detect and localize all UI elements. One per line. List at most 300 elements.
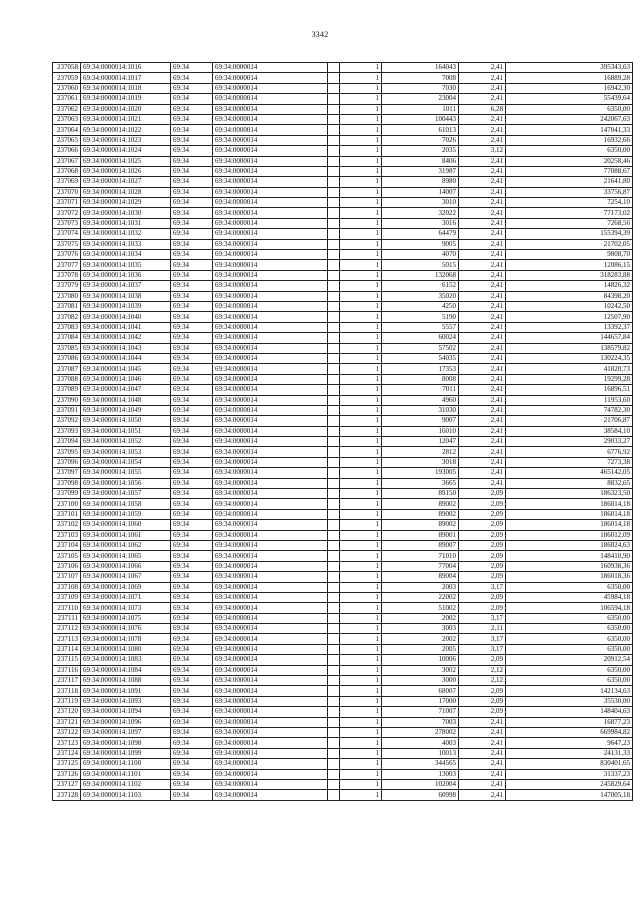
area-cell: 2035 [382, 146, 459, 156]
count-cell: 1 [340, 603, 382, 613]
rate-cell: 3,12 [459, 146, 506, 156]
table-row [53, 769, 633, 779]
cadastral-number-cell: 69:34:0000014:1057 [81, 489, 171, 499]
quarter-number-cell: 69:34:0000014 [213, 489, 328, 499]
cadastral-number-cell: 69:34:0000014:1024 [81, 146, 171, 156]
blank-cell [328, 198, 340, 208]
area-cell: 89150 [382, 489, 459, 499]
area-cell: 13003 [382, 769, 459, 779]
rate-cell: 2,09 [459, 520, 506, 530]
row-number-cell: 237095 [53, 447, 81, 457]
district-code-cell: 69:34 [171, 312, 213, 322]
quarter-number-cell: 69:34:0000014 [213, 520, 328, 530]
table-row [53, 738, 633, 748]
table-row [53, 177, 633, 187]
quarter-number-cell: 69:34:0000014 [213, 416, 328, 426]
quarter-number-cell: 69:34:0000014 [213, 333, 328, 343]
area-cell: 10006 [382, 655, 459, 665]
cadastral-value-cell: 31337,23 [506, 769, 633, 779]
row-number-cell: 237063 [53, 114, 81, 124]
district-code-cell: 69:34 [171, 260, 213, 270]
area-cell: 5015 [382, 260, 459, 270]
row-number-cell: 237098 [53, 478, 81, 488]
count-cell: 1 [340, 385, 382, 395]
quarter-number-cell: 69:34:0000014 [213, 603, 328, 613]
table-row [53, 728, 633, 738]
district-code-cell: 69:34 [171, 499, 213, 509]
district-code-cell: 69:34 [171, 385, 213, 395]
cadastral-value-cell: 669984,82 [506, 728, 633, 738]
cadastral-value-cell: 147005,18 [506, 790, 633, 800]
area-cell: 32022 [382, 208, 459, 218]
count-cell: 1 [340, 447, 382, 457]
table-row [53, 208, 633, 218]
blank-cell [328, 489, 340, 499]
row-number-cell: 237075 [53, 239, 81, 249]
table-row [53, 748, 633, 758]
count-cell: 1 [340, 437, 382, 447]
table-row [53, 301, 633, 311]
district-code-cell: 69:34 [171, 114, 213, 124]
count-cell: 1 [340, 582, 382, 592]
blank-cell [328, 644, 340, 654]
rate-cell: 2,41 [459, 312, 506, 322]
quarter-number-cell: 69:34:0000014 [213, 291, 328, 301]
count-cell: 1 [340, 166, 382, 176]
row-number-cell: 237112 [53, 624, 81, 634]
count-cell: 1 [340, 73, 382, 83]
table-row [53, 717, 633, 727]
count-cell: 1 [340, 696, 382, 706]
area-cell: 89001 [382, 530, 459, 540]
count-cell: 1 [340, 301, 382, 311]
row-number-cell: 237121 [53, 717, 81, 727]
blank-cell [328, 676, 340, 686]
rate-cell: 2,41 [459, 270, 506, 280]
row-number-cell: 237094 [53, 437, 81, 447]
cadastral-number-cell: 69:34:0000014:1096 [81, 717, 171, 727]
cadastral-value-cell: 186014,18 [506, 509, 633, 519]
cadastral-number-cell: 69:34:0000014:1066 [81, 561, 171, 571]
land-register-table [52, 62, 633, 801]
district-code-cell: 69:34 [171, 572, 213, 582]
blank-cell [328, 738, 340, 748]
row-number-cell: 237118 [53, 686, 81, 696]
rate-cell: 2,09 [459, 686, 506, 696]
rate-cell: 3,17 [459, 644, 506, 654]
district-code-cell: 69:34 [171, 489, 213, 499]
table-row [53, 644, 633, 654]
blank-cell [328, 582, 340, 592]
district-code-cell: 69:34 [171, 218, 213, 228]
cadastral-value-cell: 10242,50 [506, 301, 633, 311]
cadastral-value-cell: 35530,00 [506, 696, 633, 706]
table-row [53, 447, 633, 457]
blank-cell [328, 291, 340, 301]
district-code-cell: 69:34 [171, 63, 213, 73]
rate-cell: 3,17 [459, 582, 506, 592]
area-cell: 14007 [382, 187, 459, 197]
table-row [53, 707, 633, 717]
row-number-cell: 237081 [53, 301, 81, 311]
cadastral-number-cell: 69:34:0000014:1076 [81, 624, 171, 634]
count-cell: 1 [340, 125, 382, 135]
cadastral-value-cell: 20912,54 [506, 655, 633, 665]
table-row [53, 353, 633, 363]
count-cell: 1 [340, 530, 382, 540]
rate-cell: 2,41 [459, 156, 506, 166]
count-cell: 1 [340, 676, 382, 686]
row-number-cell: 237058 [53, 63, 81, 73]
rate-cell: 2,41 [459, 405, 506, 415]
quarter-number-cell: 69:34:0000014 [213, 728, 328, 738]
row-number-cell: 237074 [53, 229, 81, 239]
table-row [53, 686, 633, 696]
count-cell: 1 [340, 281, 382, 291]
blank-cell [328, 468, 340, 478]
quarter-number-cell: 69:34:0000014 [213, 748, 328, 758]
blank-cell [328, 156, 340, 166]
district-code-cell: 69:34 [171, 624, 213, 634]
rate-cell: 2,41 [459, 790, 506, 800]
rate-cell: 2,41 [459, 385, 506, 395]
rate-cell: 2,41 [459, 738, 506, 748]
district-code-cell: 69:34 [171, 104, 213, 114]
quarter-number-cell: 69:34:0000014 [213, 561, 328, 571]
blank-cell [328, 520, 340, 530]
table-row [53, 509, 633, 519]
quarter-number-cell: 69:34:0000014 [213, 198, 328, 208]
row-number-cell: 237124 [53, 748, 81, 758]
page-number: 3342 [311, 30, 329, 39]
table-row [53, 457, 633, 467]
cadastral-number-cell: 69:34:0000014:1030 [81, 208, 171, 218]
count-cell: 1 [340, 156, 382, 166]
blank-cell [328, 135, 340, 145]
row-number-cell: 237065 [53, 135, 81, 145]
blank-cell [328, 572, 340, 582]
quarter-number-cell: 69:34:0000014 [213, 676, 328, 686]
table-row [53, 592, 633, 602]
cadastral-value-cell: 16877,23 [506, 717, 633, 727]
cadastral-value-cell: 6350,00 [506, 644, 633, 654]
district-code-cell: 69:34 [171, 696, 213, 706]
rate-cell: 3,17 [459, 634, 506, 644]
table-row [53, 655, 633, 665]
table-row [53, 135, 633, 145]
district-code-cell: 69:34 [171, 83, 213, 93]
cadastral-value-cell: 6776,92 [506, 447, 633, 457]
table-row [53, 250, 633, 260]
cadastral-value-cell: 7273,38 [506, 457, 633, 467]
cadastral-number-cell: 69:34:0000014:1069 [81, 582, 171, 592]
area-cell: 5557 [382, 322, 459, 332]
count-cell: 1 [340, 83, 382, 93]
table-row [53, 343, 633, 353]
quarter-number-cell: 69:34:0000014 [213, 665, 328, 675]
rate-cell: 2,12 [459, 676, 506, 686]
cadastral-value-cell: 16896,51 [506, 385, 633, 395]
blank-cell [328, 364, 340, 374]
rate-cell: 2,41 [459, 364, 506, 374]
cadastral-number-cell: 69:34:0000014:1080 [81, 644, 171, 654]
rate-cell: 2,41 [459, 748, 506, 758]
cadastral-value-cell: 16932,66 [506, 135, 633, 145]
table-row [53, 540, 633, 550]
blank-cell [328, 613, 340, 623]
row-number-cell: 237077 [53, 260, 81, 270]
row-number-cell: 237120 [53, 707, 81, 717]
row-number-cell: 237085 [53, 343, 81, 353]
rate-cell: 2,41 [459, 114, 506, 124]
area-cell: 2005 [382, 644, 459, 654]
area-cell: 7030 [382, 83, 459, 93]
cadastral-number-cell: 69:34:0000014:1060 [81, 520, 171, 530]
cadastral-number-cell: 69:34:0000014:1100 [81, 759, 171, 769]
cadastral-number-cell: 69:34:0000014:1047 [81, 385, 171, 395]
quarter-number-cell: 69:34:0000014 [213, 312, 328, 322]
count-cell: 1 [340, 395, 382, 405]
count-cell: 1 [340, 177, 382, 187]
cadastral-number-cell: 69:34:0000014:1099 [81, 748, 171, 758]
count-cell: 1 [340, 499, 382, 509]
rate-cell: 2,41 [459, 198, 506, 208]
district-code-cell: 69:34 [171, 156, 213, 166]
cadastral-number-cell: 69:34:0000014:1034 [81, 250, 171, 260]
cadastral-value-cell: 147041,33 [506, 125, 633, 135]
row-number-cell: 237067 [53, 156, 81, 166]
area-cell: 2002 [382, 613, 459, 623]
row-number-cell: 237072 [53, 208, 81, 218]
cadastral-value-cell: 160938,36 [506, 561, 633, 571]
count-cell: 1 [340, 717, 382, 727]
cadastral-value-cell: 186014,18 [506, 499, 633, 509]
district-code-cell: 69:34 [171, 322, 213, 332]
rate-cell: 6,28 [459, 104, 506, 114]
rate-cell: 2,09 [459, 489, 506, 499]
cadastral-number-cell: 69:34:0000014:1017 [81, 73, 171, 83]
cadastral-number-cell: 69:34:0000014:1053 [81, 447, 171, 457]
area-cell: 132068 [382, 270, 459, 280]
rate-cell: 2,41 [459, 322, 506, 332]
count-cell: 1 [340, 634, 382, 644]
area-cell: 2002 [382, 634, 459, 644]
rate-cell: 2,09 [459, 603, 506, 613]
district-code-cell: 69:34 [171, 717, 213, 727]
rate-cell: 2,41 [459, 83, 506, 93]
area-cell: 17353 [382, 364, 459, 374]
area-cell: 61013 [382, 125, 459, 135]
blank-cell [328, 83, 340, 93]
district-code-cell: 69:34 [171, 707, 213, 717]
quarter-number-cell: 69:34:0000014 [213, 540, 328, 550]
row-number-cell: 237126 [53, 769, 81, 779]
cadastral-value-cell: 21706,87 [506, 416, 633, 426]
row-number-cell: 237099 [53, 489, 81, 499]
cadastral-value-cell: 21702,05 [506, 239, 633, 249]
cadastral-number-cell: 69:34:0000014:1035 [81, 260, 171, 270]
quarter-number-cell: 69:34:0000014 [213, 94, 328, 104]
district-code-cell: 69:34 [171, 468, 213, 478]
cadastral-value-cell: 106594,18 [506, 603, 633, 613]
district-code-cell: 69:34 [171, 177, 213, 187]
cadastral-number-cell: 69:34:0000014:1045 [81, 364, 171, 374]
rate-cell: 2,41 [459, 437, 506, 447]
count-cell: 1 [340, 509, 382, 519]
quarter-number-cell: 69:34:0000014 [213, 707, 328, 717]
area-cell: 71007 [382, 707, 459, 717]
area-cell: 57502 [382, 343, 459, 353]
count-cell: 1 [340, 208, 382, 218]
quarter-number-cell: 69:34:0000014 [213, 686, 328, 696]
blank-cell [328, 270, 340, 280]
quarter-number-cell: 69:34:0000014 [213, 73, 328, 83]
area-cell: 5190 [382, 312, 459, 322]
blank-cell [328, 655, 340, 665]
quarter-number-cell: 69:34:0000014 [213, 385, 328, 395]
count-cell: 1 [340, 748, 382, 758]
table-row [53, 260, 633, 270]
table-row [53, 551, 633, 561]
quarter-number-cell: 69:34:0000014 [213, 769, 328, 779]
blank-cell [328, 187, 340, 197]
rate-cell: 2,09 [459, 561, 506, 571]
row-number-cell: 237084 [53, 333, 81, 343]
table-row [53, 385, 633, 395]
blank-cell [328, 426, 340, 436]
rate-cell: 2,41 [459, 260, 506, 270]
area-cell: 102004 [382, 779, 459, 789]
table-row [53, 759, 633, 769]
district-code-cell: 69:34 [171, 634, 213, 644]
cadastral-number-cell: 69:34:0000014:1032 [81, 229, 171, 239]
cadastral-number-cell: 69:34:0000014:1065 [81, 551, 171, 561]
blank-cell [328, 592, 340, 602]
area-cell: 22002 [382, 592, 459, 602]
blank-cell [328, 166, 340, 176]
blank-cell [328, 447, 340, 457]
table-row [53, 437, 633, 447]
cadastral-value-cell: 186014,18 [506, 520, 633, 530]
cadastral-number-cell: 69:34:0000014:1049 [81, 405, 171, 415]
cadastral-value-cell: 6350,00 [506, 613, 633, 623]
quarter-number-cell: 69:34:0000014 [213, 218, 328, 228]
area-cell: 35020 [382, 291, 459, 301]
district-code-cell: 69:34 [171, 270, 213, 280]
cadastral-number-cell: 69:34:0000014:1019 [81, 94, 171, 104]
area-cell: 344565 [382, 759, 459, 769]
cadastral-value-cell: 38584,10 [506, 426, 633, 436]
cadastral-number-cell: 69:34:0000014:1094 [81, 707, 171, 717]
cadastral-number-cell: 69:34:0000014:1039 [81, 301, 171, 311]
table-row [53, 395, 633, 405]
table-row [53, 239, 633, 249]
district-code-cell: 69:34 [171, 405, 213, 415]
rate-cell: 2,41 [459, 301, 506, 311]
quarter-number-cell: 69:34:0000014 [213, 281, 328, 291]
count-cell: 1 [340, 655, 382, 665]
row-number-cell: 237127 [53, 779, 81, 789]
table-row [53, 676, 633, 686]
count-cell: 1 [340, 561, 382, 571]
area-cell: 193005 [382, 468, 459, 478]
row-number-cell: 237091 [53, 405, 81, 415]
table-row [53, 364, 633, 374]
district-code-cell: 69:34 [171, 603, 213, 613]
rate-cell: 2,41 [459, 187, 506, 197]
row-number-cell: 237117 [53, 676, 81, 686]
count-cell: 1 [340, 592, 382, 602]
row-number-cell: 237070 [53, 187, 81, 197]
row-number-cell: 237108 [53, 582, 81, 592]
count-cell: 1 [340, 416, 382, 426]
cadastral-value-cell: 11953,60 [506, 395, 633, 405]
district-code-cell: 69:34 [171, 592, 213, 602]
cadastral-value-cell: 148410,90 [506, 551, 633, 561]
cadastral-value-cell: 41820,73 [506, 364, 633, 374]
rate-cell: 2,09 [459, 509, 506, 519]
cadastral-number-cell: 69:34:0000014:1059 [81, 509, 171, 519]
count-cell: 1 [340, 322, 382, 332]
cadastral-value-cell: 12507,90 [506, 312, 633, 322]
count-cell: 1 [340, 270, 382, 280]
row-number-cell: 237071 [53, 198, 81, 208]
table-row [53, 416, 633, 426]
rate-cell: 2,41 [459, 229, 506, 239]
cadastral-value-cell: 6350,00 [506, 665, 633, 675]
cadastral-value-cell: 6350,00 [506, 624, 633, 634]
table-row [53, 603, 633, 613]
area-cell: 3003 [382, 624, 459, 634]
district-code-cell: 69:34 [171, 208, 213, 218]
cadastral-value-cell: 9808,70 [506, 250, 633, 260]
district-code-cell: 69:34 [171, 613, 213, 623]
area-cell: 89007 [382, 540, 459, 550]
district-code-cell: 69:34 [171, 94, 213, 104]
table-row [53, 270, 633, 280]
cadastral-value-cell: 6350,00 [506, 582, 633, 592]
cadastral-value-cell: 13392,37 [506, 322, 633, 332]
quarter-number-cell: 69:34:0000014 [213, 187, 328, 197]
area-cell: 51002 [382, 603, 459, 613]
blank-cell [328, 665, 340, 675]
row-number-cell: 237128 [53, 790, 81, 800]
quarter-number-cell: 69:34:0000014 [213, 696, 328, 706]
district-code-cell: 69:34 [171, 426, 213, 436]
district-code-cell: 69:34 [171, 291, 213, 301]
area-cell: 7026 [382, 135, 459, 145]
blank-cell [328, 728, 340, 738]
row-number-cell: 237097 [53, 468, 81, 478]
cadastral-number-cell: 69:34:0000014:1040 [81, 312, 171, 322]
rate-cell: 2,41 [459, 478, 506, 488]
cadastral-value-cell: 186323,50 [506, 489, 633, 499]
area-cell: 4960 [382, 395, 459, 405]
count-cell: 1 [340, 94, 382, 104]
table-row [53, 426, 633, 436]
area-cell: 77004 [382, 561, 459, 571]
row-number-cell: 237079 [53, 281, 81, 291]
table-row [53, 322, 633, 332]
count-cell: 1 [340, 457, 382, 467]
district-code-cell: 69:34 [171, 759, 213, 769]
rate-cell: 2,41 [459, 447, 506, 457]
cadastral-value-cell: 186018,36 [506, 572, 633, 582]
district-code-cell: 69:34 [171, 239, 213, 249]
table-row [53, 405, 633, 415]
cadastral-value-cell: 21641,80 [506, 177, 633, 187]
rate-cell: 2,09 [459, 530, 506, 540]
